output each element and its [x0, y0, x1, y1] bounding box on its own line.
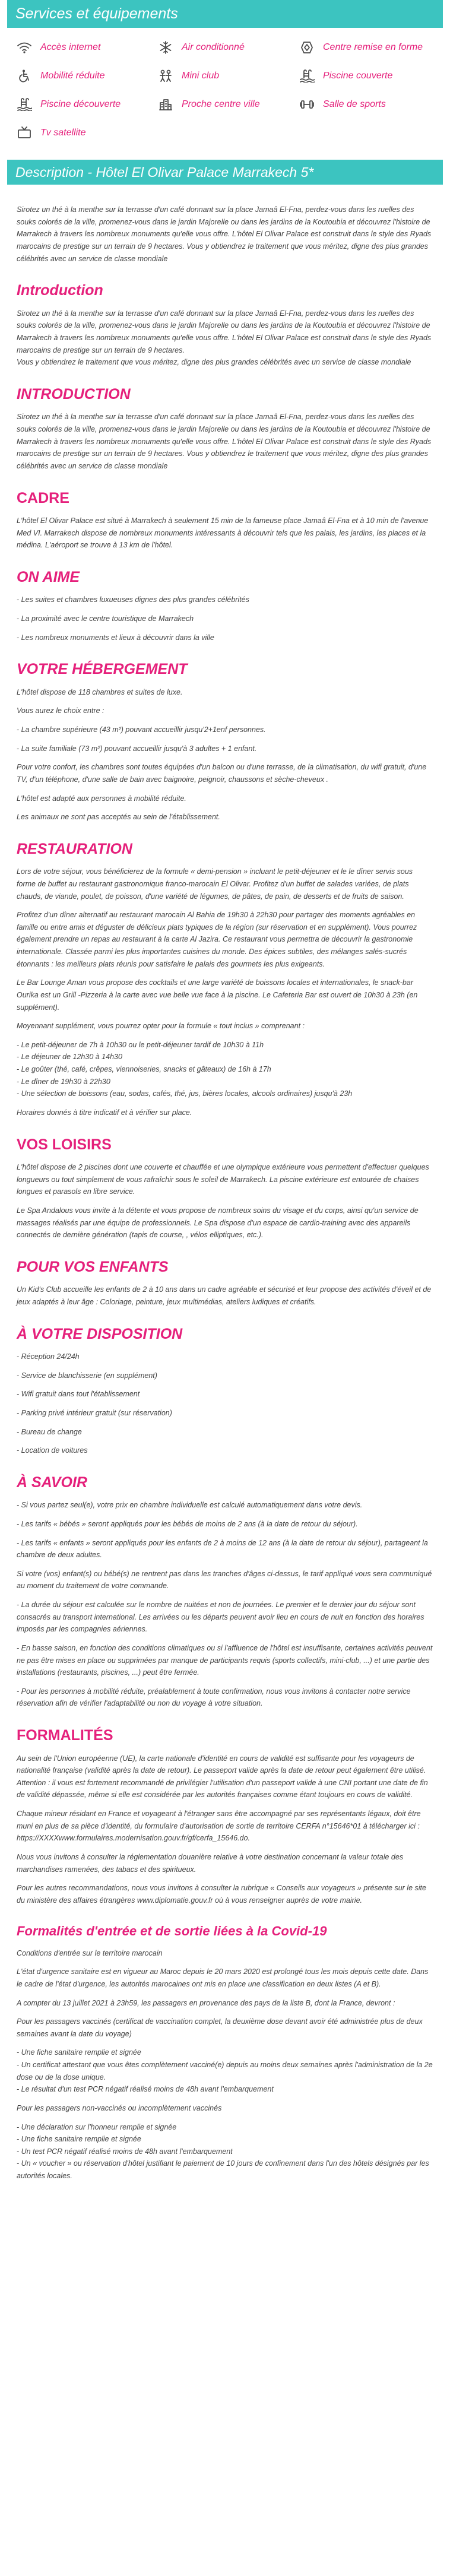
section-paragraph: - Les tarifs « enfants » seront appliqués pour les enfants de 2 à moins de 12 ans (à la date de retour du séjour), partageant la chambre de deux adultes.: [17, 1538, 428, 1560]
pool-icon: [298, 68, 316, 84]
amenities-grid: [15, 39, 435, 142]
section-paragraph: - Une fiche sanitaire remplie et signée - Un certificat attestant que vous êtes complètement vacciné(e) depuis au moins deux semaines après l'administration de la 2e dose ou de la dose unique. - Le résultat d'un test PCR négatif réalisé moins de 48h avant l'embarquement: [17, 2048, 433, 2094]
amenity-item: [15, 67, 152, 85]
section-paragraph: - Si vous partez seul(e), votre prix en chambre individuelle est calculé automatiquement dans votre devis.: [17, 1501, 363, 1510]
amenity-label: Accès internet: [40, 42, 101, 52]
section-paragraph: L'hôtel El Olivar Palace est situé à Marrakech à seulement 15 min de la fameuse place Jamaâ El-Fna et à 10 min de l'avenue Med VI. Marrakech dispose de nombreux monuments intéressants à découvrir tels que les palais, les jardins, les places et la médina. L'aéroport se trouve à 13 km de l'hôtel.: [17, 517, 429, 550]
section-paragraph: Sirotez un thé à la menthe sur la terrasse d'un café donnant sur la place Jamaâ El-Fna, perdez-vous dans les ruelles des souks colorés de la ville, promenez-vous dans le jardin Majorelle ou dans les jardins de la Koutoubia et découvrez l'histoire de Marrakech à travers les nombreux monuments qu'elle vous offre. L'hôtel El Olivar Palace est construit dans le style des Ryads marocains de prestige sur un terrain de 9 hectares. Vous y obtiendrez le traitement que vous méritez, digne des plus grandes célébrités avec un service de classe mondiale: [17, 309, 432, 367]
services-title: Services et équipements: [7, 0, 443, 28]
section-heading: INTRODUCTION: [17, 385, 131, 403]
section-heading: RESTAURATION: [17, 840, 132, 857]
amenity-item: [15, 96, 152, 113]
section-paragraph: - Bureau de change: [17, 1427, 82, 1436]
tv-icon: [15, 125, 33, 141]
section-paragraph: - Réception 24/24h: [17, 1352, 80, 1361]
section-paragraph: - La durée du séjour est calculée sur le nombre de nuitées et non de journées. Le premier et le dernier jour du séjour sont consacrés au transport international. Les arrivées ou les départs peuvent avoir lieu en cours de nuit en fonction des horaires imposés par les compagnies aériennes.: [17, 1601, 424, 1634]
section-paragraph: Sirotez un thé à la menthe sur la terrasse d'un café donnant sur la place Jamaâ El-Fna, perdez-vous dans les ruelles des souks colorés de la ville, promenez-vous dans le jardin Majorelle ou dans les jardins de la Koutoubia et découvrez l'histoire de Marrakech à travers les nombreux monuments qu'elle vous offre. L'hôtel El Olivar Palace est construit dans le style des Ryads marocains de prestige sur un terrain de 9 hectares. Vous y obtiendrez le traitement que vous méritez, digne des plus grandes célébrités avec un service de classe mondiale: [17, 413, 432, 470]
kids-icon: [157, 68, 175, 84]
section-paragraph: - En basse saison, en fonction des conditions climatiques ou si l'affluence de l'hôtel est insuffisante, certaines activités peuvent ne pas être mises en place ou supprimées par manque de participants requis (sports collectifs, mini-club, ...) et une partie des installations (restaurants, piscines, ...) peut être fermée.: [17, 1643, 433, 1677]
section-paragraph: Un Kid's Club accueille les enfants de 2 à 10 ans dans un cadre agréable et sécurisé et leur propose des activités d'éveil et de jeux adaptés à leur âge : Coloriage, peinture, jeux multimédias, ateliers ludiques et créatifs.: [17, 1285, 432, 1306]
section-heading: ON AIME: [17, 568, 80, 585]
wifi-icon: [15, 40, 33, 55]
section-paragraph: Pour votre confort, les chambres sont toutes équipées d'un balcon ou d'une terrasse, de la climatisation, du wifi gratuit, d'une TV, d'un téléphone, d'une salle de bain avec baignoire, peignoir, chaussons et sèche-cheveux .: [17, 763, 427, 784]
section-paragraph: - Service de blanchisserie (en supplément): [17, 1371, 157, 1380]
section-paragraph: Vous aurez le choix entre :: [17, 706, 104, 715]
section-paragraph: L'hôtel dispose de 118 chambres et suites de luxe.: [17, 687, 183, 696]
section-heading: Formalités d'entrée et de sortie liées à la Covid-19: [17, 1924, 327, 1939]
amenity-item: [157, 67, 293, 85]
amenity-label: Air conditionné: [182, 42, 245, 52]
section-paragraph: Horaires donnés à titre indicatif et à vérifier sur place.: [17, 1108, 192, 1117]
section-paragraph: Chaque mineur résidant en France et voyageant à l'étranger sans être accompagné par ses représentants légaux, doit être muni en plus de sa pièce d'identité, du formulaire d'autorisation de sortie de territoire CERFA n°15646*01 à télécharger ici : https://XXXXwww.formulaires.modernisation.gouv.fr/gf/cerfa_15646.do.: [17, 1810, 421, 1843]
dumbbell-icon: [298, 97, 316, 112]
amenity-item: [298, 96, 435, 113]
section-paragraph: L'état d'urgence sanitaire est en vigueur au Maroc depuis le 20 mars 2020 est prolongé tous les mois depuis cette date. Dans le cadre de l'état d'urgence, les autorités marocaines ont mis en place une classification en deux listes (A et B).: [17, 1967, 429, 1988]
amenity-label: Mini club: [182, 70, 220, 81]
section-heading: POUR VOS ENFANTS: [17, 1258, 169, 1275]
section-paragraph: L'hôtel dispose de 2 piscines dont une couverte et chauffée et une olympique extérieure vous permettent d'effectuer quelques longueurs ou tout simplement de vous rafraîchir sous le soleil de Marrakech. La piscine extérieure est entourée de chaises longues et parasols en libre service.: [17, 1163, 429, 1196]
amenity-item: [15, 124, 152, 142]
section-paragraph: - Les suites et chambres luxueuses dignes des plus grandes célébrités: [17, 595, 249, 604]
section-paragraph: - Le petit-déjeuner de 7h à 10h30 ou le petit-déjeuner tardif de 10h30 à 11h - Le déjeuner de 12h30 à 14h30 - Le goûter (thé, café, crêpes, viennoiseries, snacks et gâteaux) de 16h à 17h - Le dîner de 19h30 à 22h30 - Une sélection de boissons (eau, sodas, cafés, thé, jus, bières locales, alcools ordinaires) jusqu'à 23h: [17, 1040, 353, 1098]
amenity-label: Piscine couverte: [323, 70, 393, 81]
description-content: [17, 204, 433, 2182]
section-paragraph: - La chambre supérieure (43 m²) pouvant accueillir jusqu'2+1enf personnes.: [17, 725, 266, 734]
section-paragraph: - La suite familiale (73 m²) pouvant accueillir jusqu'à 3 adultes + 1 enfant.: [17, 744, 257, 753]
amenity-item: [298, 39, 435, 56]
section-paragraph: Profitez d'un dîner alternatif au restaurant marocain Al Bahia de 19h30 à 22h30 pour partager des moments agréables en famille ou entre amis et déguster de délicieux plats typiques de la région (sur réservation et en supplément). Vous pourrez également prendre un repas au restaurant à la carte Al Jazira. Ce restaurant vous permettra de découvrir la gastronomie internationale. Classée parmi les plus importantes cuisines du monde. Des épices subtiles, des mélanges salés-sucrés étonnants : les meilleurs plats réunis pour satisfaire le palais des gourmets les plus exigeants.: [17, 911, 417, 968]
description-title: Description - Hôtel El Olivar Palace Marrakech 5*: [7, 160, 443, 185]
section-heading: CADRE: [17, 489, 69, 506]
amenity-item: [298, 67, 435, 85]
section-paragraph: Pour les passagers vaccinés (certificat de vaccination complet, la deuxième dose devant avoir été administrée plus de deux semaines avant la date du voyage): [17, 2017, 423, 2038]
section-paragraph: Les animaux ne sont pas acceptés au sein de l'établissement.: [17, 813, 220, 822]
amenity-item: [157, 96, 293, 113]
section-heading: FORMALITÉS: [17, 1727, 113, 1744]
section-paragraph: Moyennant supplément, vous pourrez opter pour la formule « tout inclus » comprenant :: [17, 1022, 305, 1031]
section-paragraph: Pour les autres recommandations, nous vous invitons à consulter la rubrique « Conseils aux voyageurs » présente sur le site du ministère des affaires étrangères www.diplomatie.gouv.fr où à vous renseigner auprès de votre mairie.: [17, 1884, 426, 1905]
shape-icon: [298, 40, 316, 55]
section-paragraph: A compter du 13 juillet 2021 à 23h59, les passagers en provenance des pays de la liste B, dont la France, devront :: [17, 1998, 395, 2007]
snowflake-icon: [157, 40, 175, 55]
section-paragraph: Le Spa Andalous vous invite à la détente et vous propose de nombreux soins du visage et du corps, ainsi qu'un service de massages réalisés par une équipe de professionnels. Le Spa dispose d'un espace de cardio-training avec des appareils connectés de dernière génération (tapis de course, , vélos elliptiques, etc.).: [17, 1206, 419, 1240]
section-paragraph: Conditions d'entrée sur le territoire marocain: [17, 1948, 163, 1957]
amenity-label: Salle de sports: [323, 99, 386, 109]
amenity-label: Centre remise en forme: [323, 42, 423, 52]
amenity-label: Mobilité réduite: [40, 70, 105, 81]
amenity-item: [15, 39, 152, 56]
amenity-label: Tv satellite: [40, 127, 86, 138]
section-paragraph: Pour les passagers non-vaccinés ou incomplètement vaccinés: [17, 2103, 222, 2112]
section-paragraph: Sirotez un thé à la menthe sur la terrasse d'un café donnant sur la place Jamaâ El-Fna, perdez-vous dans les ruelles des souks colorés de la ville, promenez-vous dans le jardin Majorelle ou dans les jardins de la Koutoubia et découvrez l'histoire de Marrakech à travers les nombreux monuments qu'elle vous offre. L'hôtel El Olivar Palace est construit dans le style des Ryads marocains de prestige sur un terrain de 9 hectares. Vous y obtiendrez le traitement que vous méritez, digne des plus grandes célébrités avec un service de classe mondiale: [17, 205, 432, 263]
section-paragraph: - Les nombreux monuments et lieux à découvrir dans la ville: [17, 633, 214, 642]
section-paragraph: - Les tarifs « bébés » seront appliqués pour les bébés de moins de 2 ans (à la date de retour du séjour).: [17, 1519, 358, 1528]
section-heading: VOTRE HÉBERGEMENT: [17, 661, 188, 678]
section-paragraph: - Parking privé intérieur gratuit (sur réservation): [17, 1408, 172, 1417]
section-heading: Introduction: [17, 282, 103, 299]
section-paragraph: Nous vous invitons à consulter la réglementation douanière relative à votre destination concernant la valeur totale des marchandises ramenées, des tabacs et des spiritueux.: [17, 1852, 404, 1874]
section-heading: À SAVOIR: [17, 1474, 87, 1491]
section-paragraph: Si votre (vos) enfant(s) ou bébé(s) ne rentrent pas dans les tranches d'âges ci-dessus, le tarif appliqué vous sera communiqué au moment du traitement de votre commande.: [17, 1569, 432, 1590]
section-paragraph: Au sein de l'Union européenne (UE), la carte nationale d'identité en cours de validité est suffisante pour les voyageurs de nationalité française (validité après la date de retour). Le passeport valide après la date de retour peut également être utilisé. Attention : il vous est fortement recommandé de privilégier l'utilisation d'un passeport valide à une CNI portant une date de fin de validité dépassée, même si elle est considérée par les autorités françaises comme étant toujours en cours de validité.: [17, 1754, 428, 1799]
section-paragraph: - Une déclaration sur l'honneur remplie et signée - Une fiche sanitaire remplie et signée - Un test PCR négatif réalisé moins de 48h avant l'embarquement - Un « voucher » ou réservation d'hôtel justifiant le paiement de 10 jours de confinement dans l'un des hôtels désignés par les autorités locales.: [17, 2122, 429, 2180]
wheelchair-icon: [15, 68, 33, 84]
pool-icon: [15, 97, 33, 112]
section-paragraph: L'hôtel est adapté aux personnes à mobilité réduite.: [17, 794, 186, 803]
section-paragraph: - Wifi gratuit dans tout l'établissement: [17, 1390, 140, 1399]
amenity-label: Piscine découverte: [40, 99, 121, 109]
city-icon: [157, 97, 175, 112]
section-paragraph: Lors de votre séjour, vous bénéficierez de la formule « demi-pension » incluant le petit-déjeuner et le le dîner servis sous forme de buffet au restaurant gastronomique franco-marocain El Olivar. Profitez d'un buffet de salades variées, de plats chauds, de viande, poulet, de poisson, d'une variété de légumes, de pâtes, de pain, de desserts et de fruits de saison.: [17, 867, 413, 901]
section-heading: VOS LOISIRS: [17, 1136, 112, 1153]
amenity-label: Proche centre ville: [182, 99, 260, 109]
section-paragraph: Le Bar Lounge Aman vous propose des cocktails et une large variété de boissons locales et internationales, le snack-bar Ourika est un Grill -Pizzeria à la carte avec vue belle vue face à la piscine. Le Cafeteria Bar est ouvert de 10h30 à 23h (en supplément).: [17, 978, 418, 1012]
section-paragraph: - Pour les personnes à mobilité réduite, préalablement à toute confirmation, nous vous invitons à contacter notre service réservation afin de vérifier l'adaptabilité ou non du voyage à votre situation.: [17, 1687, 411, 1708]
section-paragraph: - La proximité avec le centre touristique de Marrakech: [17, 614, 194, 623]
amenity-item: [157, 39, 293, 56]
section-heading: À VOTRE DISPOSITION: [17, 1325, 183, 1342]
section-paragraph: - Location de voitures: [17, 1446, 88, 1455]
